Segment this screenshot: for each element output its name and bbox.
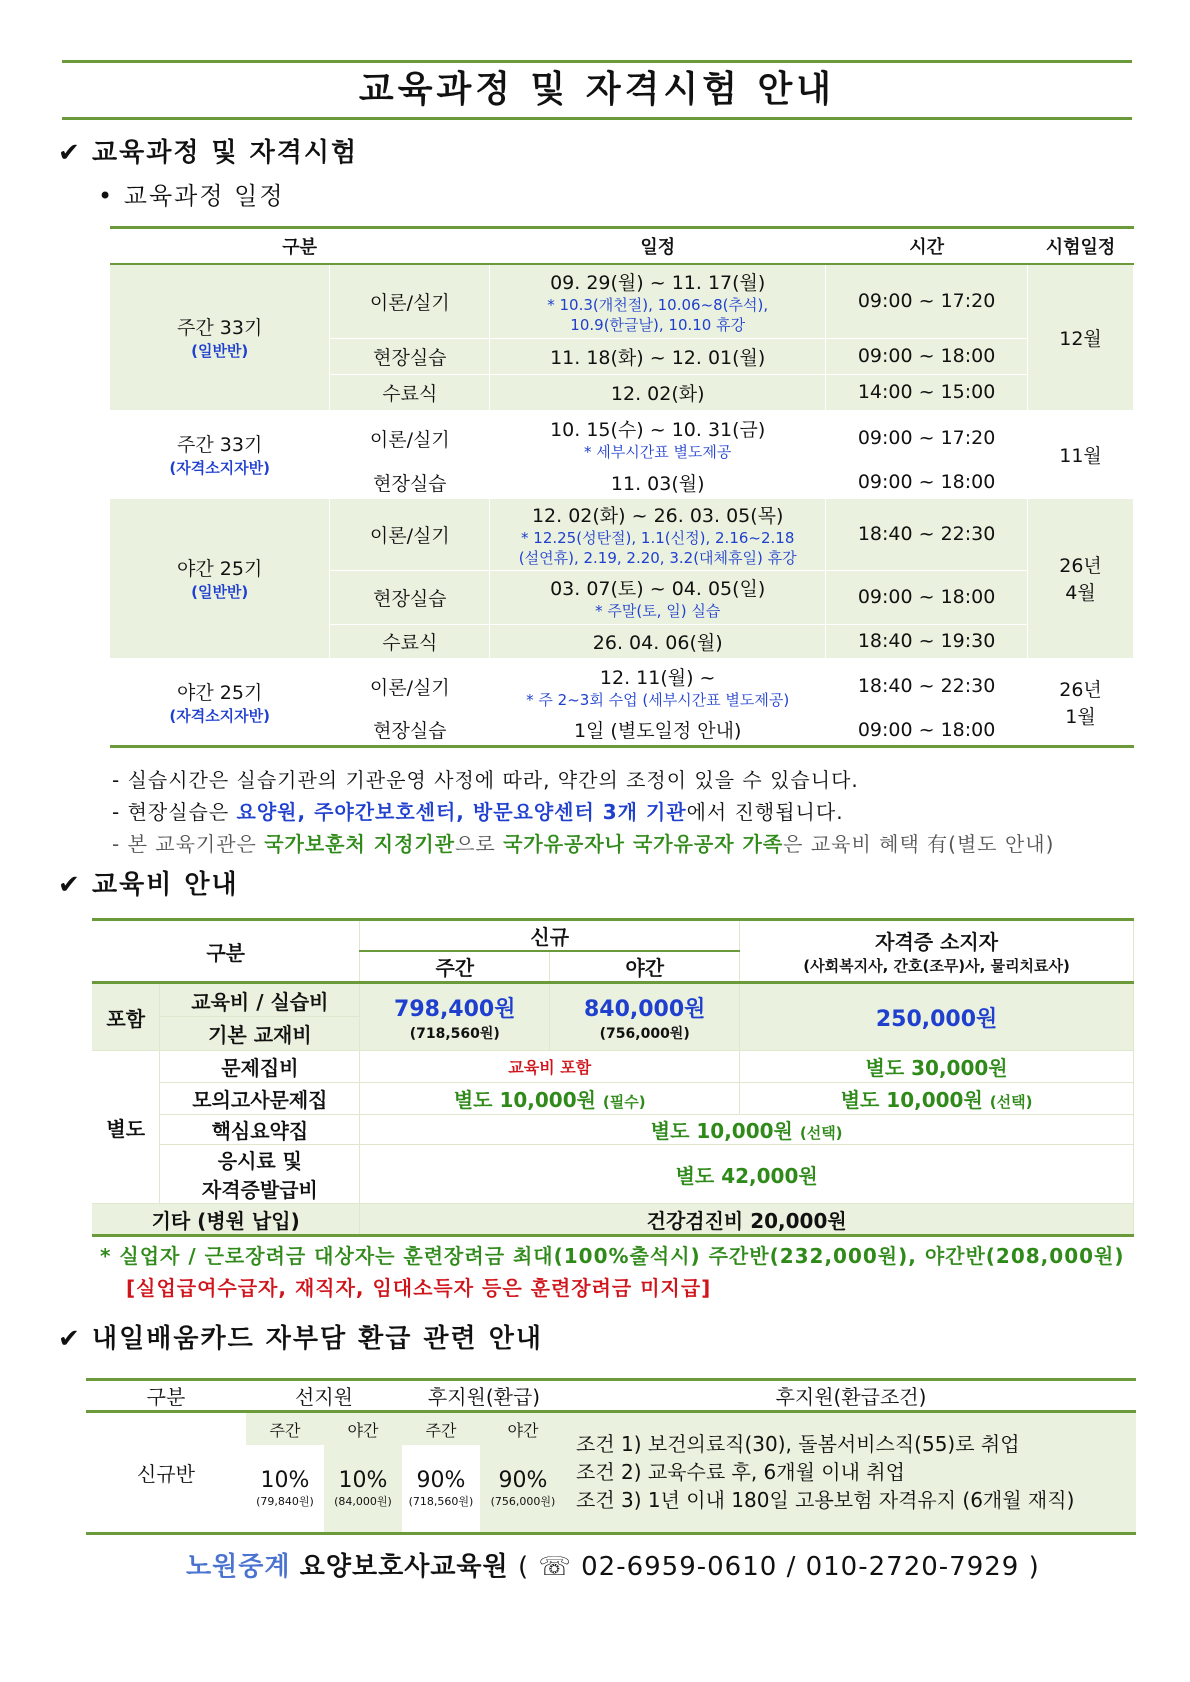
footer-org: 요양보호사교육원 — [299, 1552, 509, 1582]
fee-included-label: 포함 — [92, 983, 160, 1051]
row-type: 이론/실기 — [330, 658, 490, 714]
row-type: 현장실습 — [330, 570, 490, 624]
fee-day-value: 798,400원 (718,560원) — [360, 983, 550, 1051]
row-date: 26. 04. 06(월) — [490, 624, 826, 658]
note-2: - 현장실습은 요양원, 주야간보호센터, 방문요양센터 3개 기관에서 진행됩니다. — [112, 800, 844, 824]
fee-tuition-label: 교육비 / 실습비 — [160, 983, 360, 1017]
header-exam: 시험일정 — [1028, 228, 1134, 265]
group-label: 주간 33기 (일반반) — [110, 264, 330, 410]
row-type: 현장실습 — [330, 338, 490, 374]
fee-header-division: 구분 — [92, 920, 360, 983]
card-header-condition: 후지원(환급조건) — [566, 1380, 1136, 1412]
section-heading-text: 내일배움카드 자부담 환급 관련 안내 — [92, 1324, 543, 1354]
row-time: 09:00 ~ 18:00 — [826, 714, 1028, 746]
footer-brand: 노원중계 — [186, 1552, 291, 1582]
fee-table — [92, 918, 1134, 1237]
condition-2: 조건 2) 교육수료 후, 6개월 이내 취업 — [576, 1460, 905, 1485]
card-value-post-day: 90% (718,560원) — [408, 1467, 474, 1508]
row-time: 18:40 ~ 22:30 — [826, 658, 1028, 714]
row-date: 10. 15(수) ~ 10. 31(금) * 세부시간표 별도제공 — [490, 410, 826, 466]
header-time: 시간 — [826, 228, 1028, 265]
header-division: 구분 — [110, 228, 490, 265]
footer-phone: ( ☏ 02-6959-0610 / 010-2720-7929 ) — [517, 1552, 1040, 1582]
condition-1: 조건 1) 보건의료직(30), 돌봄서비스직(55)로 취업 — [576, 1432, 1020, 1457]
section-heading-text: 교육과정 및 자격시험 — [92, 138, 359, 168]
row-time: 09:00 ~ 17:20 — [826, 410, 1028, 466]
card-value-pre-day: 10% (79,840원) — [256, 1467, 314, 1508]
row-date: 1일 (별도일정 안내) — [490, 714, 826, 746]
note-1: - 실습시간은 실습기관의 기관운영 사정에 따라, 약간의 조정이 있을 수 있습니다. — [112, 768, 859, 792]
row-date: 12. 11(월) ~ * 주 2~3회 수업 (세부시간표 별도제공) — [490, 658, 826, 714]
fee-header-day: 주간 — [360, 951, 550, 983]
row-date: 03. 07(토) ~ 04. 05(일) * 주말(토, 일) 실습 — [490, 570, 826, 624]
card-value-post-night: 90% (756,000원) — [480, 1445, 566, 1533]
fee-exam-label: 응시료 및 자격증발급비 — [160, 1145, 360, 1204]
row-date: 09. 29(월) ~ 11. 17(월) * 10.3(개천절), 10.06~8(추석), 10.9(한글날), 10.10 휴강 — [490, 264, 826, 338]
fee-mock-label: 모의고사문제집 — [160, 1083, 360, 1115]
bullet-course-schedule: • 교육과정 일정 — [98, 182, 285, 210]
card-refund-table — [86, 1378, 1136, 1535]
check-icon: ✔ — [58, 1324, 82, 1354]
card-header-division: 구분 — [86, 1380, 246, 1412]
fee-workbook-label: 문제집비 — [160, 1051, 360, 1083]
exam-month: 11월 — [1028, 410, 1134, 498]
header-schedule: 일정 — [490, 228, 826, 265]
note-3: - 본 교육기관은 국가보훈처 지정기관으로 국가유공자나 국가유공자 가족은 교육비 혜택 有(별도 안내) — [112, 832, 1055, 856]
row-time: 09:00 ~ 18:00 — [826, 338, 1028, 374]
row-time: 18:40 ~ 19:30 — [826, 624, 1028, 658]
fee-etc-value: 건강검진비 20,000원 — [360, 1204, 1134, 1236]
condition-3: 조건 3) 1년 이내 180일 고용보험 자격유지 (6개월 재직) — [576, 1488, 1075, 1513]
footer-contact — [186, 1546, 1040, 1583]
row-type: 이론/실기 — [330, 498, 490, 570]
card-sub-day: 주간 — [246, 1412, 324, 1446]
group-label: 야간 25기 (일반반) — [110, 498, 330, 658]
fee-header-new: 신규 — [360, 920, 740, 952]
row-date: 11. 18(화) ~ 12. 01(월) — [490, 338, 826, 374]
card-sub-night: 야간 — [480, 1412, 566, 1446]
section-heading-text: 교육비 안내 — [92, 870, 239, 900]
fee-workbook-new: 교육비 포함 — [360, 1051, 740, 1083]
row-date: 12. 02(화) — [490, 374, 826, 410]
row-type: 이론/실기 — [330, 410, 490, 466]
card-row-label: 신규반 — [137, 1461, 195, 1486]
group-label: 야간 25기 (자격소지자반) — [110, 658, 330, 746]
fee-etc-label: 기타 (병원 납입) — [92, 1204, 360, 1236]
fee-note-line2: [실업급여수급자, 재직자, 임대소득자 등은 훈련장려금 미지급] — [126, 1276, 712, 1300]
row-time: 09:00 ~ 18:00 — [826, 466, 1028, 498]
fee-note-line1: * 실업자 / 근로장려금 대상자는 훈련장려금 최대(100%출석시) 주간반(232,000원), 야간반(208,000원) — [100, 1244, 1125, 1268]
row-time: 09:00 ~ 18:00 — [826, 570, 1028, 624]
fee-note — [100, 1240, 1124, 1304]
section-heading-card — [58, 1318, 543, 1355]
exam-month: 26년 4월 — [1028, 498, 1134, 658]
check-icon: ✔ — [58, 870, 82, 900]
fee-licensed-value: 250,000원 — [740, 983, 1134, 1051]
fee-mock-new: 별도 10,000원 (필수) — [360, 1083, 740, 1115]
card-sub-night: 야간 — [324, 1412, 402, 1446]
fee-separate-label: 별도 — [92, 1051, 160, 1204]
card-header-post: 후지원(환급) — [402, 1380, 566, 1412]
row-type: 이론/실기 — [330, 264, 490, 338]
row-type: 수료식 — [330, 374, 490, 410]
section-heading-fee — [58, 864, 239, 901]
card-header-pre: 선지원 — [246, 1380, 402, 1412]
row-date: 12. 02(화) ~ 26. 03. 05(목) * 12.25(성탄절), 1.1(신정), 2.16~2.18 (설연휴), 2.19, 2.20, 3.2(대체휴일) 휴강 — [490, 498, 826, 570]
row-time: 14:00 ~ 15:00 — [826, 374, 1028, 410]
row-time: 18:40 ~ 22:30 — [826, 498, 1028, 570]
card-sub-day: 주간 — [402, 1412, 480, 1446]
card-value-pre-night: 10% (84,000원) — [324, 1445, 402, 1533]
fee-header-licensed: 자격증 소지자 (사회복지사, 간호(조무)사, 물리치료사) — [740, 920, 1134, 983]
fee-exam-value: 별도 42,000원 — [360, 1145, 1134, 1204]
fee-night-value: 840,000원 (756,000원) — [550, 983, 740, 1051]
exam-month: 26년 1월 — [1028, 658, 1134, 746]
card-conditions — [566, 1412, 1136, 1534]
row-time: 09:00 ~ 17:20 — [826, 264, 1028, 338]
fee-header-night: 야간 — [550, 951, 740, 983]
fee-textbook-label: 기본 교재비 — [160, 1017, 360, 1051]
fee-workbook-licensed: 별도 30,000원 — [740, 1051, 1134, 1083]
fee-mock-licensed: 별도 10,000원 (선택) — [740, 1083, 1134, 1115]
schedule-table — [110, 226, 1134, 748]
exam-month: 12월 — [1028, 264, 1134, 410]
schedule-notes — [112, 764, 1054, 860]
row-type: 현장실습 — [330, 466, 490, 498]
row-type: 수료식 — [330, 624, 490, 658]
row-type: 현장실습 — [330, 714, 490, 746]
section-heading-course — [58, 132, 358, 169]
document-title-bar — [62, 60, 1132, 120]
document-title: 교육과정 및 자격시험 안내 — [358, 69, 836, 110]
row-date: 11. 03(월) — [490, 466, 826, 498]
check-icon: ✔ — [58, 138, 82, 168]
fee-summary-label: 핵심요약집 — [160, 1115, 360, 1145]
group-label: 주간 33기 (자격소지자반) — [110, 410, 330, 498]
fee-summary-value: 별도 10,000원 (선택) — [360, 1115, 1134, 1145]
